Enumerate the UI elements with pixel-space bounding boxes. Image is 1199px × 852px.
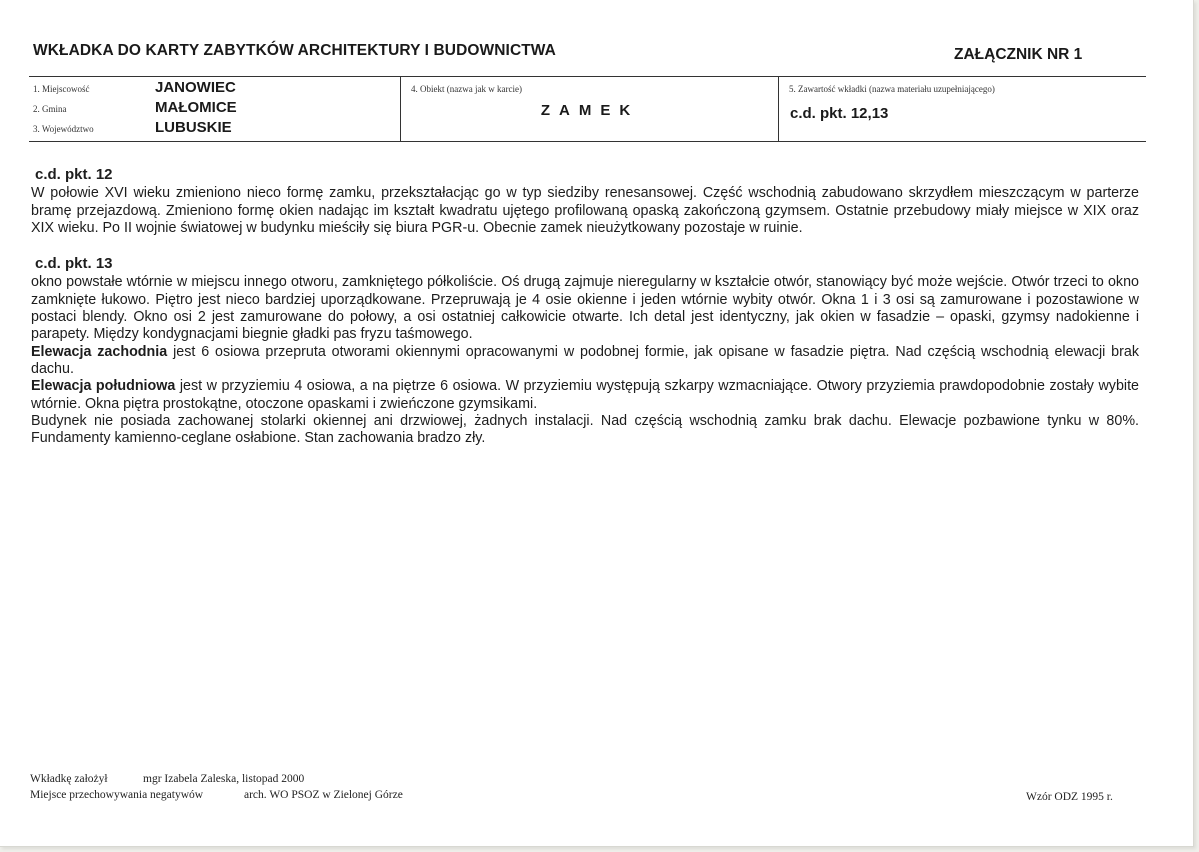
south-elevation-paragraph <box>31 378 1139 413</box>
annex-number: ZAŁĄCZNIK NR 1 <box>954 46 1083 63</box>
section-13-heading: c.d. pkt. 13 <box>35 255 113 273</box>
footer-info <box>30 771 403 803</box>
storage-value: arch. WO PSOZ w Zielonej Górze <box>244 789 403 801</box>
section-12-text: W połowie XVI wieku zmieniono nieco formę zamku, przekształacjąc go w typ siedziby renesansowej. Część wschodnią zabudowano skrzydłem mieszczącym w parterze bramę przejazdową. Zmieniono formę okien nadając im kształt kwadratu ujętego profilowaną opaską zakończoną gzymsem. Ostatnie przebudowy miały miejsce w XIX oraz XIX wieku. Po II wojnie światowej w budynku mieściły się biura PGR-u. Obecnie zamek nieużytkowany pozostaje w ruinie. <box>31 185 1139 236</box>
south-elevation-text: jest w przyziemiu 4 osiowa, a na piętrze 6 osiowa. W przyziemiu występują szkarpy wzmacniające. Otwory przyziemia prawdopodobnie zostały wybite wtórnie. Okna piętra prostokątne, otoczone opaskami i zwieńczone gzymsikami. <box>31 378 1139 412</box>
document-title: WKŁADKA DO KARTY ZABYTKÓW ARCHITEKTURY I BUDOWNICTWA <box>33 42 556 59</box>
footer-created-row <box>30 771 403 787</box>
west-elevation-paragraph <box>31 344 1139 379</box>
form-pattern: Wzór ODZ 1995 r. <box>1026 791 1113 803</box>
commune-value: MAŁOMICE <box>155 99 237 116</box>
created-label: Wkładkę założył <box>30 773 108 785</box>
section-13-text: okno powstałe wtórnie w miejscu innego otworu, zamkniętego półkoliście. Oś drugą zajmuje nieregularny w kształcie otwór, stanowiący być może wejście. Otwór trzeci to okno zamknięte łukowo. Piętro jest nieco bardziej uporządkowane. Przepruwają je 4 osie okienne i jeden wtórnie wybity otwór. Okna 1 i 3 osi są zamurowane i pozostawione w postaci blendy. Okno osi 2 jest zamurowane do połowy, a osi ostatniej całkowicie otwarte. Ich detal jest identyczny, jak okien w fasadzie – opaski, gzymsy nadokienne i parapety. Między kondygnacjami biegnie gładki pas fryzu taśmowego. <box>31 274 1139 343</box>
locality-value: JANOWIEC <box>155 79 236 96</box>
content-column <box>778 77 1146 141</box>
province-label: 3. Województwo <box>33 124 94 134</box>
locality-label: 1. Miejscowość <box>33 84 90 94</box>
condition-text: Budynek nie posiada zachowanej stolarki okiennej ani drzwiowej, żadnych instalacji. Nad częścią wschodnią zamku brak dachu. Elewacje pozbawione tynku w 80%. Fundamenty kamienno-ceglane osłabione. Stan zachowania bradzo zły. <box>31 412 1139 447</box>
created-value: mgr Izabela Zaleska, listopad 2000 <box>143 773 305 785</box>
south-elevation-lead: Elewacja południowa <box>31 378 176 395</box>
commune-label: 2. Gmina <box>33 104 67 114</box>
province-value: LUBUSKIE <box>155 119 232 136</box>
content-label: 5. Zawartość wkładki (nazwa materiału uzupełniającego) <box>789 84 995 94</box>
object-value: ZAMEK <box>540 102 640 119</box>
content-value: c.d. pkt. 12,13 <box>790 105 889 122</box>
location-column <box>29 77 400 141</box>
west-elevation-lead: Elewacja zachodnia <box>31 343 168 360</box>
section-spacer <box>31 237 1139 255</box>
info-table <box>29 76 1146 142</box>
west-elevation-text: jest 6 osiowa przepruta otworami okiennymi opracowanymi w podobnej formie, jak opisane w fasadzie piętra. Nad częścią wschodnią elewacji brak dachu. <box>31 343 1139 377</box>
object-label: 4. Obiekt (nazwa jak w karcie) <box>411 84 522 94</box>
object-column <box>400 77 779 141</box>
footer-storage-row <box>30 787 403 803</box>
storage-label: Miejsce przechowywania negatywów <box>30 789 204 801</box>
section-12-heading: c.d. pkt. 12 <box>35 166 113 183</box>
document-body <box>31 166 1139 447</box>
